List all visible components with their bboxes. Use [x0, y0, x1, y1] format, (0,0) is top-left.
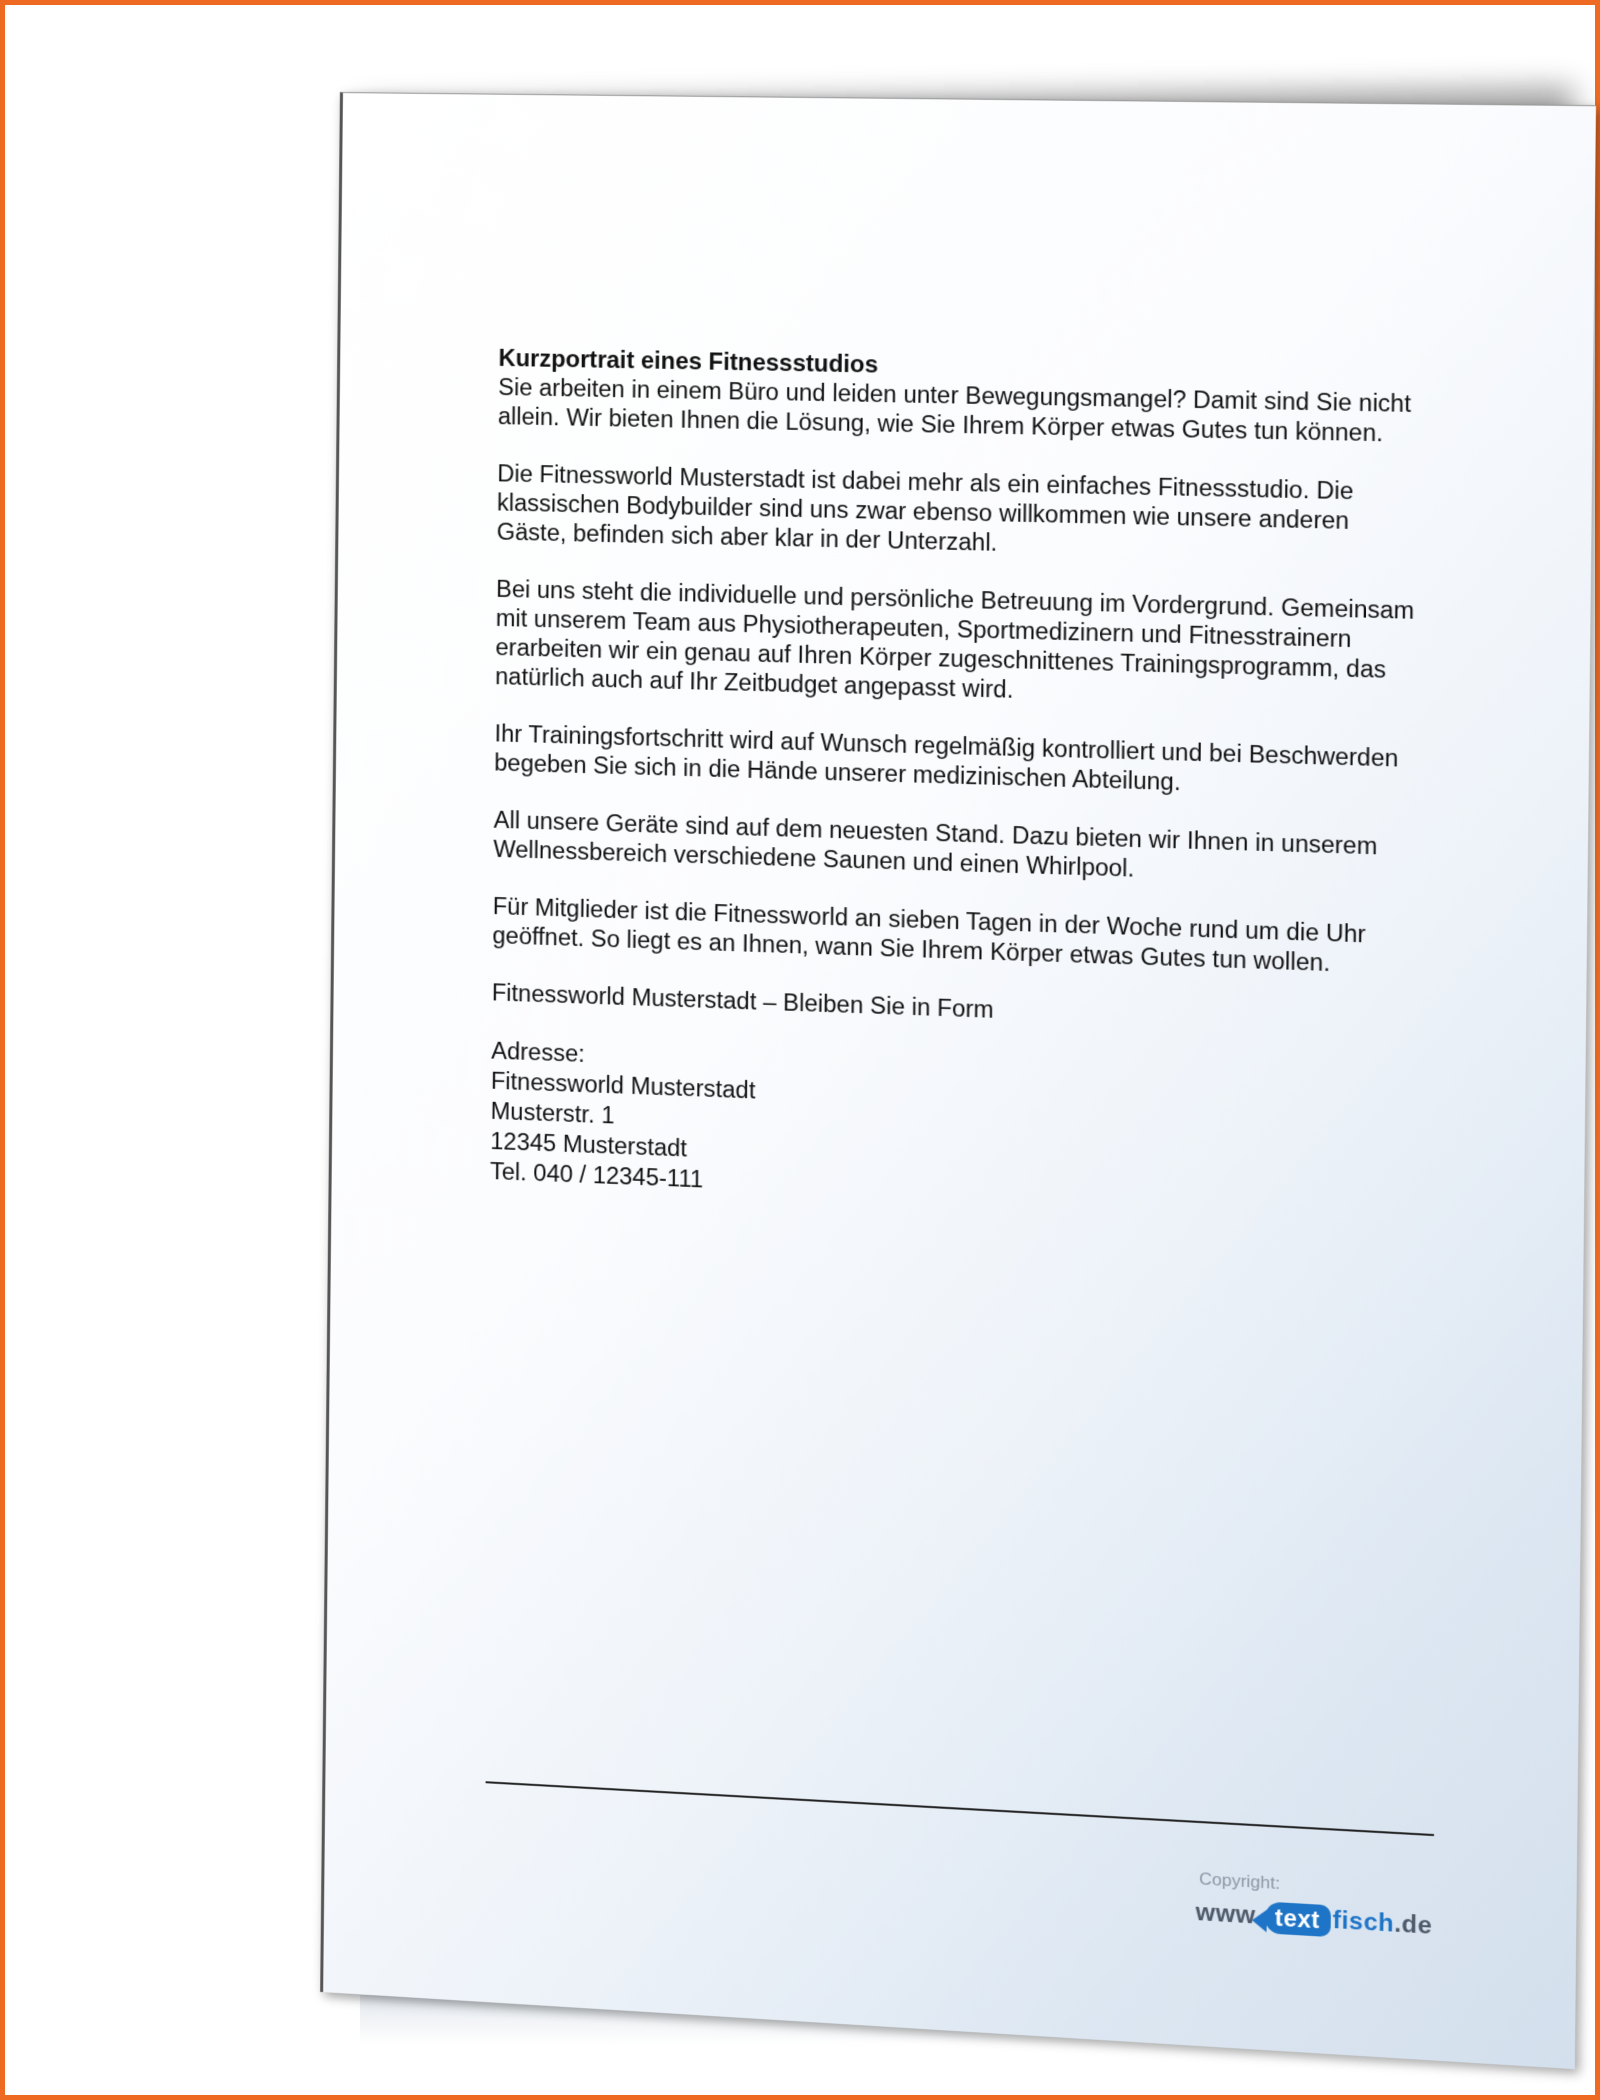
document-body	[490, 344, 1427, 1223]
fish-icon	[1264, 1901, 1330, 1937]
logo-prefix: www.	[1195, 1898, 1263, 1931]
address-block	[490, 1035, 1419, 1222]
paragraph-5: All unsere Geräte sind auf dem neuesten Stand. Dazu bieten wir Ihnen in unserem Wellnessbereich verschiedene Saunen und einen Whirlpool.	[493, 806, 1378, 882]
address-label: Adresse:	[491, 1037, 585, 1067]
address-name: Fitnessworld Musterstadt	[490, 1067, 756, 1104]
slogan: Fitnessworld Musterstadt – Bleiben Sie in Form	[491, 979, 994, 1023]
copyright-label: Copyright:	[1199, 1869, 1281, 1894]
footer-divider	[486, 1781, 1434, 1836]
document-page	[320, 92, 1596, 2069]
address-city: 12345 Musterstadt	[490, 1127, 688, 1162]
logo-tld: .de	[1394, 1909, 1433, 1940]
paragraph-6: Für Mitglieder ist die Fitnessworld an sieben Tagen in der Woche rund um die Uhr geöffnet. So liegt es an Ihnen, wann Sie Ihrem Körper etwas Gutes tun wollen.	[492, 892, 1366, 977]
paragraph-4: Ihr Trainingsfortschritt wird auf Wunsch regelmäßig kontrolliert und bei Beschwerden begeben Sie sich in die Hände unserer medizinischen Abteilung.	[494, 720, 1399, 796]
document-title: Kurzportrait eines Fitnessstudios	[498, 344, 879, 378]
logo-highlight: text	[1274, 1903, 1321, 1933]
logo-suffix: fisch	[1332, 1906, 1395, 1938]
paragraph-1: Sie arbeiten in einem Büro und leiden unter Bewegungsmangel? Damit sind Sie nicht allein. Wir bieten Ihnen die Lösung, wie Sie Ihrem Körper etwas Gutes tun können.	[497, 373, 1412, 447]
textfisch-logo	[1195, 1892, 1432, 1947]
paragraph-2: Die Fitnessworld Musterstadt ist dabei mehr als ein einfaches Fitnessstudio. Die klassischen Bodybuilder sind uns zwar ebenso willkommen wie unsere anderen Gäste, befinden sich aber klar in der Unterzahl.	[496, 460, 1354, 556]
address-street: Musterstr. 1	[490, 1097, 615, 1129]
paragraph-3: Bei uns steht die individuelle und persönliche Betreuung im Vordergrund. Gemeinsam mit unserem Team aus Physiotherapeuten, Sportmedizinern und Fitnesstrainern erarbeiten wir ein genau auf Ihren Körper zugeschnittenes Trainingsprogramm, das natürlich auch auf Ihr Zeitbudget angepasst wird.	[495, 575, 1415, 703]
address-phone: Tel. 040 / 12345-111	[489, 1157, 704, 1193]
